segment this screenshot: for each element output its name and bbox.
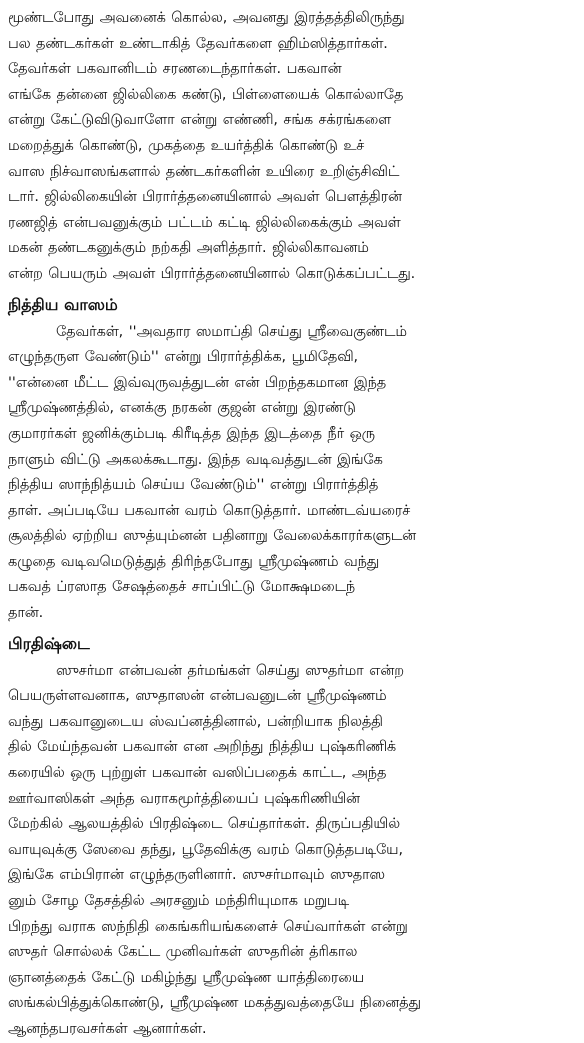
text-line: மகன் தண்டகனுக்கும் நற்கதி அளித்தார். ஜில்லிகாவனம் xyxy=(8,240,369,257)
text-line: இங்கே எம்பிரான் எழுந்தருளினார். ஸுசர்மாவும் ஸுதாஸ xyxy=(8,867,385,884)
text-line: ஸுதர் சொல்லக் கேட்ட முனிவர்கள் ஸுதரின் த்ரிகால xyxy=(8,944,358,961)
text-line: ''என்னை மீட்ட இவ்வுருவத்துடன் என் பிறந்தகமான இந்த xyxy=(8,374,387,391)
text-line: கரையில் ஒரு புற்றுள் பகவான் வஸிப்பதைக் காட்ட, அந்த xyxy=(8,765,387,782)
text-line: மூண்டபோது அவனைக் கொல்ல, அவனது இரத்தத்திலிருந்து xyxy=(8,10,405,26)
text-line: ஸ்ரீமுஷ்ணத்தில், எனக்கு நரகன் குஜன் என்று இரண்டு xyxy=(8,400,356,417)
text-line: ஆனந்தபரவசர்கள் ஆனார்கள். xyxy=(8,1020,207,1037)
text-line: தான். xyxy=(8,605,44,622)
text-line: நித்திய ஸாந்நித்யம் செய்ய வேண்டும்'' என்று பிரார்த்தித் xyxy=(8,477,379,494)
text-line: என்று கேட்டுவிடுவாளோ என்று எண்ணி, சங்க சக்ரங்களை xyxy=(8,112,392,129)
text-line: தேவர்கள், ''அவதார ஸமாப்தி செய்து ஸ்ரீவைகுண்டம் xyxy=(56,323,407,340)
text-line: சூலத்தில் ஏற்றிய ஸுத்யும்னன் பதினாறு வேலைக்காரர்களுடன் xyxy=(8,528,416,545)
paragraph-story-end xyxy=(8,6,576,288)
text-line: எழுந்தருள வேண்டும்'' என்று பிரார்த்திக்க, பூமிதேவி, xyxy=(8,349,359,366)
text-line: தாள். அப்படியே பகவான் வரம் கொடுத்தார். மாண்டவ்யரைச் xyxy=(8,502,411,519)
text-line: எங்கே தன்னை ஜில்லிகை கண்டு, பிள்ளையைக் கொல்லாதே xyxy=(8,86,404,103)
text-line: ஸுசர்மா என்பவன் தர்மங்கள் செய்து ஸுதர்மா என்ற xyxy=(56,662,404,679)
text-line: மேற்கில் ஆலயத்தில் பிரதிஷ்டை செய்தார்கள். திருப்பதியில் xyxy=(8,816,400,833)
text-line: ஊர்வாஸிகள் அந்த வராகமூர்த்தியைப் புஷ்கரிணியின் xyxy=(8,790,360,807)
text-line: பல தண்டகர்கள் உண்டாகித் தேவர்களை ஹிம்ஸித்தார்கள். xyxy=(8,35,388,52)
paragraph-nithya-vasam xyxy=(8,320,576,627)
text-line: கழுதை வடிவமெடுத்துத் திரிந்தபோது ஸ்ரீமுஷ்ணம் வந்து xyxy=(8,553,380,570)
text-line: தேவர்கள் பகவானிடம் சரணடைந்தார்கள். பகவான் xyxy=(8,61,342,78)
text-line: மறைத்துக் கொண்டு, முகத்தை உயர்த்திக் கொண்டு உச் xyxy=(8,137,365,154)
text-line: வாயுவுக்கு ஸேவை தந்து, பூதேவிக்கு வரம் கொடுத்தபடியே, xyxy=(8,841,403,858)
text-line: என்ற பெயரும் அவள் பிரார்த்தனையினால் கொடுக்கப்பட்டது. xyxy=(8,265,416,282)
text-line: பிறந்து வராக ஸந்நிதி கைங்கரியங்களைச் செய்வார்கள் என்று xyxy=(8,918,408,935)
text-line: டார். ஜில்லிகையின் பிரார்த்தனையினால் அவள் பௌத்திரன் xyxy=(8,189,402,206)
text-line: வந்து பகவானுடைய ஸ்வப்னத்தினால், பன்றியாக நிலத்தி xyxy=(8,713,383,730)
section-heading-prathishtai: பிரதிஷ்டை xyxy=(8,633,90,653)
text-line: வாஸ நிச்வாஸங்களால் தண்டகர்களின் உயிரை உறிஞ்சிவிட் xyxy=(8,163,400,180)
paragraph-prathishtai xyxy=(8,659,576,1043)
text-line: ரணஜித் என்பவனுக்கும் பட்டம் கட்டி ஜில்லிகைக்கும் அவள் xyxy=(8,214,401,231)
text-line: தில் மேய்ந்தவன் பகவான் என அறிந்து நித்திய புஷ்கரிணிக் xyxy=(8,739,396,756)
section-heading-nithya-vasam: நித்திய வாஸம் xyxy=(8,294,118,314)
text-line: நாளும் விட்டு அகலக்கூடாது. இந்த வடிவத்துடன் இங்கே xyxy=(8,451,383,468)
text-line: ஞானத்தைக் கேட்டு மகிழ்ந்து ஸ்ரீமுஷ்ண யாத்திரையை xyxy=(8,969,365,986)
text-line: பகவத் ப்ரஸாத சேஷத்தைச் சாப்பிட்டு மோக்ஷமடைந் xyxy=(8,579,356,596)
text-line: குமாரர்கள் ஜனிக்கும்படி கிரீடித்த இந்த இடத்தை நீர் ஒரு xyxy=(8,425,375,442)
text-line: னும் சோழ தேசத்தில் அரசனும் மந்திரியுமாக மறுபடி xyxy=(8,893,349,909)
text-line: பெயருள்ளவனாக, ஸுதாஸன் என்பவனுடன் ஸ்ரீமுஷ்ணம் xyxy=(8,688,387,705)
text-line: ஸங்கல்பித்துக்கொண்டு, ஸ்ரீமுஷ்ண மகத்துவத்தையே நினைத்து xyxy=(8,995,421,1012)
